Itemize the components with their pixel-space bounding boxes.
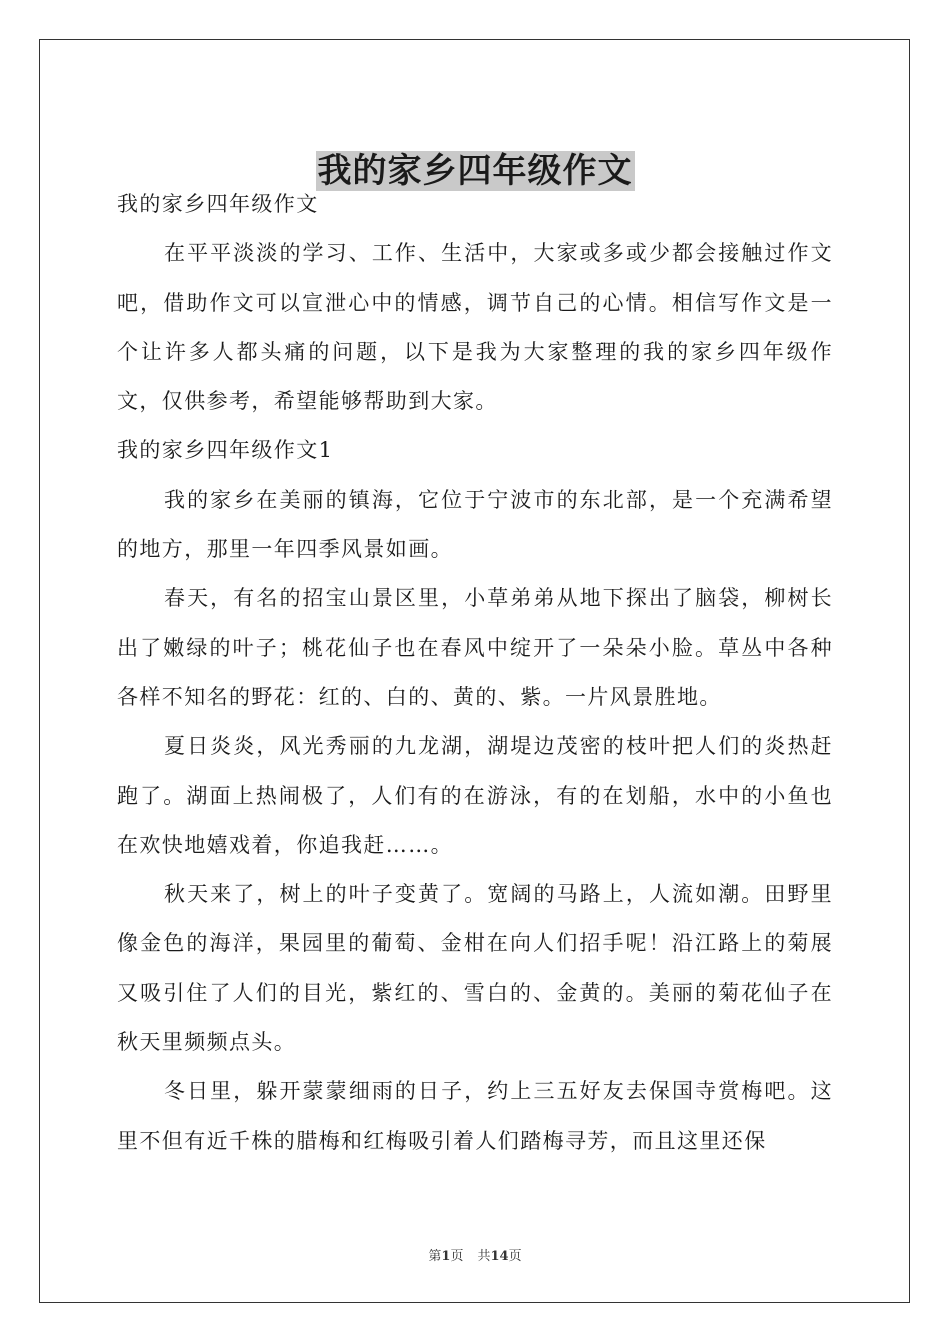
paragraph-subtitle: 我的家乡四年级作文 (117, 192, 319, 216)
footer-page-prefix: 第 (428, 1249, 442, 1264)
footer-page-suffix: 页 (450, 1249, 464, 1264)
page-footer (0, 1248, 950, 1266)
paragraph-autumn: 秋天来了，树上的叶子变黄了。宽阔的马路上，人流如潮。田野里像金色的海洋，果园里的葡萄、金柑在向人们招手呢！沿江路上的菊展又吸引住了人们的目光，紫红的、雪白的、金黄的。美丽的菊花仙子在秋天里频频点头。 (117, 882, 833, 1055)
document-body (117, 180, 833, 1166)
footer-total-suffix: 页 (508, 1249, 522, 1264)
paragraph-intro: 在平平淡淡的学习、工作、生活中，大家或多或少都会接触过作文吧，借助作文可以宣泄心中的情感，调节自己的心情。相信写作文是一个让许多人都头痛的问题，以下是我为大家整理的我的家乡四年级作文，仅供参考，希望能够帮助到大家。 (117, 241, 833, 414)
section-heading: 我的家乡四年级作文1 (117, 438, 334, 463)
paragraph-summer: 夏日炎炎，风光秀丽的九龙湖，湖堤边茂密的枝叶把人们的炎热赶跑了。湖面上热闹极了，人们有的在游泳，有的在划船，水中的小鱼也在欢快地嬉戏着，你追我赶……。 (117, 734, 833, 857)
footer-total-pages: 14 (490, 1249, 509, 1264)
footer-total-prefix: 共 (477, 1249, 491, 1264)
paragraph-winter: 冬日里，躲开蒙蒙细雨的日子，约上三五好友去保国寺赏梅吧。这里不但有近千株的腊梅和红梅吸引着人们踏梅寻芳，而且这里还保 (117, 1079, 833, 1153)
document-title-text: 我的家乡四年级作文 (317, 150, 633, 191)
footer-page-number: 1 (441, 1249, 451, 1264)
paragraph-hometown: 我的家乡在美丽的镇海，它位于宁波市的东北部，是一个充满希望的地方，那里一年四季风景如画。 (117, 487, 833, 562)
paragraph-spring: 春天，有名的招宝山景区里，小草弟弟从地下探出了脑袋，柳树长出了嫩绿的叶子；桃花仙子也在春风中绽开了一朵朵小脸。草丛中各种各样不知名的野花：红的、白的、黄的、紫。一片风景胜地。 (117, 586, 833, 709)
